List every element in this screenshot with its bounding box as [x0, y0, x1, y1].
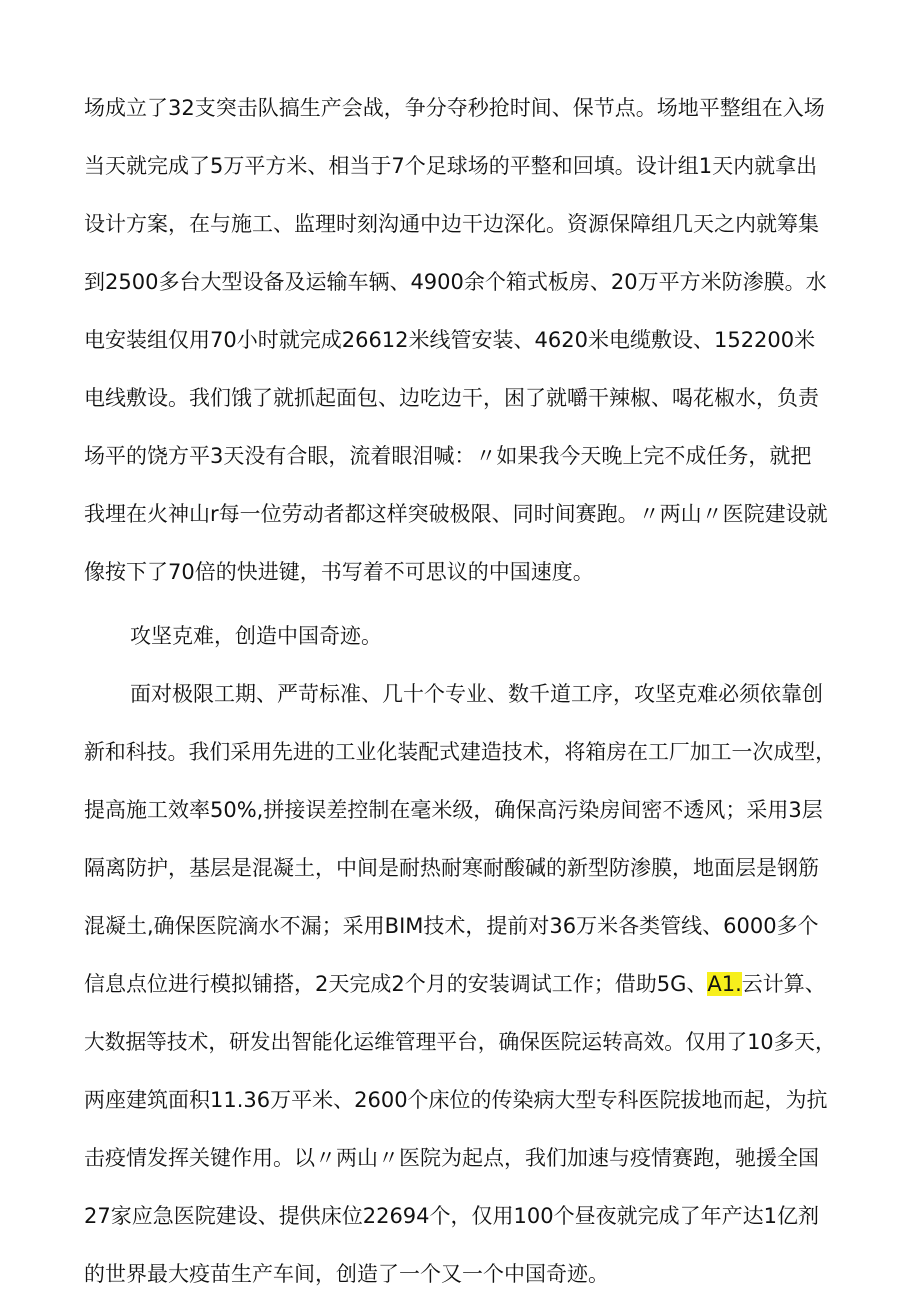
text-line: 电线敷设。我们饿了就抓起面包、边吃边干，困了就嚼干辣椒、喝花椒水，负责: [84, 386, 819, 410]
text-segment: 云计算、: [741, 972, 826, 996]
text-line: 场平的饶方平3天没有合眼，流着眼泪喊：〃如果我今天晚上完不成任务，就把: [84, 444, 812, 468]
text-line: 设计方案，在与施工、监理时刻沟通中边干边深化。资源保障组几天之内就筹集: [84, 212, 819, 236]
text-line: 到2500多台大型设备及运输车辆、4900余个箱式板房、20万平方米防渗膜。水: [84, 270, 827, 294]
text-line: 面对极限工期、严苛标准、几十个专业、数千道工序，攻坚克难必须依靠创: [130, 682, 823, 706]
section-heading: 攻坚克难，创造中国奇迹。: [130, 624, 382, 648]
text-line: 像按下了70倍的快进键，书写着不可思议的中国速度。: [84, 560, 594, 584]
text-line: 大数据等技术，研发出智能化运维管理平台，确保医院运转高效。仅用了10多天，: [84, 1030, 836, 1054]
text-line: 我埋在火神山r每一位劳动者都这样突破极限、同时间赛跑。〃两山〃医院建设就: [84, 502, 828, 526]
text-line: 提高施工效率50%,拼接误差控制在毫米级，确保高污染房间密不透风；采用3层: [84, 798, 823, 822]
highlighted-text: A1.: [707, 972, 742, 996]
text-line: 27家应急医院建设、提供床位22694个，仅用100个昼夜就完成了年产达1亿剂: [84, 1204, 819, 1228]
text-line: 混凝土,确保医院滴水不漏；采用BIM技术，提前对36万米各类管线、6000多个: [84, 914, 819, 938]
text-line: 隔离防护，基层是混凝土，中间是耐热耐寒耐酸碱的新型防渗膜，地面层是钢筋: [84, 856, 819, 880]
text-line: 场成立了32支突击队搞生产会战，争分夺秒抢时间、保节点。场地平整组在入场: [84, 96, 825, 120]
text-line: 电安装组仅用70小时就完成26612米线管安装、4620米电缆敷设、152200米: [84, 328, 816, 352]
text-line: 的世界最大疫苗生产车间，创造了一个又一个中国奇迹。: [84, 1262, 609, 1286]
text-segment: 信息点位进行模拟铺搭，2天完成2个月的安装调试工作；借助5G、: [84, 972, 708, 996]
text-line: 击疫情发挥关键作用。以〃两山〃医院为起点，我们加速与疫情赛跑，驰援全国: [84, 1146, 819, 1170]
text-line: [84, 970, 826, 998]
text-line: 当天就完成了5万平方米、相当于7个足球场的平整和回填。设计组1天内就拿出: [84, 154, 818, 178]
text-line: 新和科技。我们采用先进的工业化装配式建造技术，将箱房在工厂加工一次成型，: [84, 740, 836, 764]
text-line: 两座建筑面积11.36万平米、2600个床位的传染病大型专科医院拔地而起，为抗: [84, 1088, 828, 1112]
